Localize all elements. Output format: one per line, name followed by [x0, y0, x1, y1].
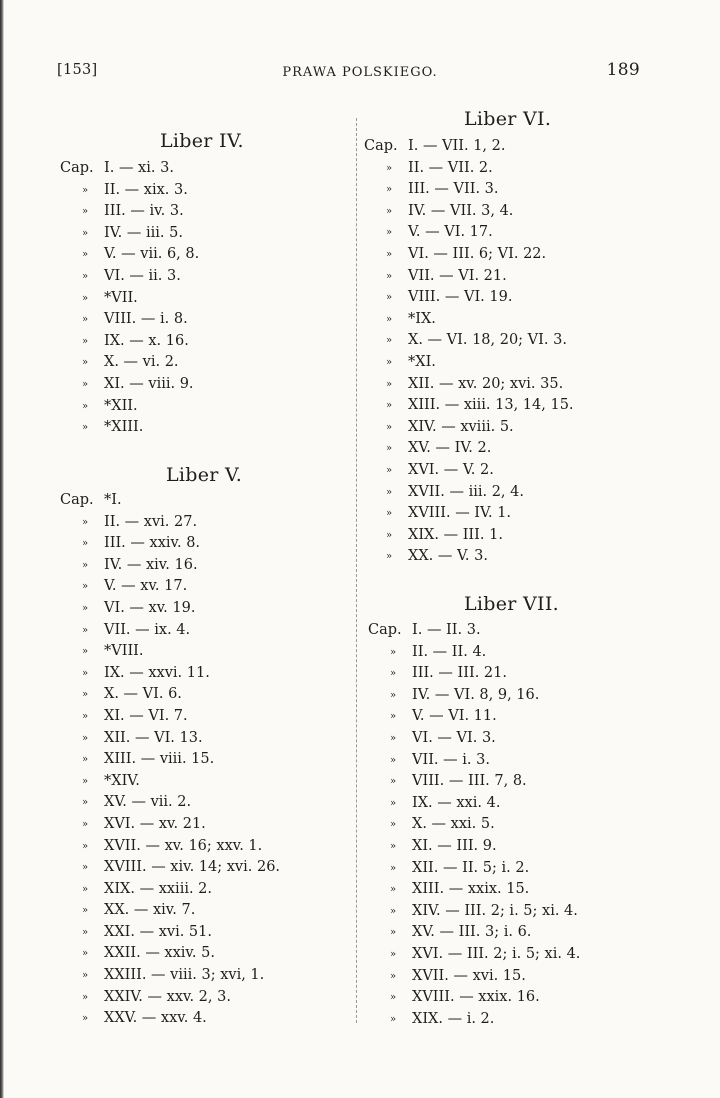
section-title: Liber V.: [166, 464, 243, 486]
chapter-marker: »: [82, 991, 89, 1003]
chapter-marker: »: [82, 422, 89, 434]
chapter-reference: V. — vii. 6, 8.: [104, 246, 200, 263]
chapter-marker: »: [82, 249, 89, 261]
chapter-reference: V. — VI. 17.: [408, 224, 493, 241]
chapter-reference: X. — VI. 18, 20; VI. 3.: [408, 332, 567, 349]
chapter-reference: X. — xxi. 5.: [412, 816, 495, 833]
chapter-marker: »: [386, 270, 393, 282]
chapter-reference: *XI.: [408, 353, 436, 370]
chapter-reference: XVIII. — xiv. 14; xvi. 26.: [104, 859, 281, 876]
chapter-reference: XII. — xv. 20; xvi. 35.: [408, 375, 564, 392]
chapter-marker: »: [82, 400, 89, 412]
chapter-reference: XVII. — xv. 16; xxv. 1.: [104, 837, 263, 854]
chapter-marker: »: [82, 581, 89, 593]
chapter-marker: »: [390, 754, 397, 766]
chapter-reference: XIII. — xxix. 15.: [412, 881, 530, 898]
chapter-marker: »: [82, 538, 89, 550]
chapter-reference: VII. — ix. 4.: [104, 621, 191, 638]
chapter-marker: »: [386, 248, 393, 260]
chapter-reference: XXI. — xvi. 51.: [104, 923, 212, 940]
page-number: 189: [606, 60, 640, 80]
chapter-marker: »: [82, 970, 89, 982]
chapter-marker: »: [82, 378, 89, 390]
chapter-reference: V. — VI. 11.: [412, 708, 497, 725]
chapter-reference: XIV. — III. 2; i. 5; xi. 4.: [412, 902, 578, 919]
chapter-marker: »: [82, 689, 89, 701]
chapter-reference: XXII. — xxiv. 5.: [104, 945, 215, 962]
chapter-reference: III. — iv. 3.: [104, 203, 184, 220]
chapter-reference: XVII. — xvi. 15.: [412, 967, 526, 984]
chapter-marker: »: [82, 797, 89, 809]
chapter-marker: »: [82, 1013, 89, 1025]
chapter-reference: XI. — viii. 9.: [104, 375, 194, 392]
chapter-reference: XIX. — i. 2.: [412, 1010, 495, 1027]
chapter-reference: IV. — iii. 5.: [104, 224, 183, 241]
chapter-marker: »: [82, 840, 89, 852]
chapter-reference: XVIII. — xxix. 16.: [412, 989, 540, 1006]
chapter-marker: »: [82, 206, 89, 218]
chapter-marker: Cap.: [364, 138, 398, 154]
chapter-marker: »: [390, 992, 397, 1004]
chapter-marker: »: [82, 948, 89, 960]
chapter-reference: XV. — vii. 2.: [104, 794, 192, 811]
chapter-marker: »: [390, 970, 397, 982]
chapter-marker: »: [386, 551, 393, 563]
chapter-marker: »: [82, 227, 89, 239]
chapter-reference: XII. — II. 5; i. 2.: [412, 859, 530, 876]
chapter-marker: »: [390, 711, 397, 723]
chapter-marker: »: [390, 776, 397, 788]
chapter-marker: »: [82, 184, 89, 196]
chapter-reference: II. — xvi. 27.: [104, 513, 198, 530]
chapter-reference: XV. — III. 3; i. 6.: [412, 924, 532, 941]
chapter-marker: »: [82, 602, 89, 614]
chapter-reference: I. — VII. 1, 2.: [408, 138, 506, 154]
column-divider: [356, 118, 357, 1023]
chapter-marker: »: [82, 646, 89, 658]
chapter-reference: XIX. — xxiii. 2.: [104, 880, 213, 897]
chapter-reference: III. — III. 21.: [412, 665, 507, 682]
section-title: Liber IV.: [160, 130, 244, 152]
chapter-marker: »: [390, 905, 397, 917]
chapter-reference: II. — VII. 2.: [408, 159, 493, 176]
chapter-marker: »: [82, 357, 89, 369]
chapter-reference: XVI. — xv. 21.: [104, 815, 206, 832]
chapter-marker: »: [82, 667, 89, 679]
chapter-reference: XVI. — III. 2; i. 5; xi. 4.: [412, 945, 581, 962]
chapter-reference: III. — VII. 3.: [408, 181, 499, 198]
chapter-reference: II. — xix. 3.: [104, 181, 188, 198]
page-edge-shadow: [0, 0, 4, 1098]
chapter-reference: *XII.: [104, 397, 138, 414]
chapter-marker: »: [82, 314, 89, 326]
chapter-reference: XVIII. — IV. 1.: [408, 505, 512, 522]
chapter-reference: IV. — xiv. 16.: [104, 556, 198, 573]
chapter-marker: Cap.: [60, 160, 94, 176]
chapter-reference: XI. — III. 9.: [412, 837, 497, 854]
chapter-reference: IX. — x. 16.: [104, 332, 189, 349]
chapter-marker: »: [386, 335, 393, 347]
chapter-reference: XIII. — viii. 15.: [104, 751, 215, 768]
chapter-marker: »: [82, 292, 89, 304]
chapter-marker: »: [386, 508, 393, 520]
chapter-marker: »: [390, 732, 397, 744]
chapter-marker: »: [390, 862, 397, 874]
chapter-marker: »: [82, 754, 89, 766]
chapter-marker: »: [386, 313, 393, 325]
chapter-reference: II. — II. 4.: [412, 643, 487, 660]
chapter-reference: IX. — xxvi. 11.: [104, 664, 210, 681]
chapter-reference: III. — xxiv. 8.: [104, 535, 201, 552]
chapter-marker: »: [390, 819, 397, 831]
chapter-marker: »: [390, 948, 397, 960]
chapter-reference: *VII.: [104, 289, 138, 306]
chapter-marker: »: [390, 927, 397, 939]
chapter-marker: »: [82, 775, 89, 787]
chapter-marker: »: [82, 624, 89, 636]
chapter-reference: VIII. — VI. 19.: [408, 289, 513, 306]
chapter-marker: »: [82, 818, 89, 830]
chapter-reference: XIII. — xiii. 13, 14, 15.: [408, 397, 574, 414]
chapter-marker: »: [82, 905, 89, 917]
chapter-marker: »: [82, 516, 89, 528]
chapter-marker: »: [386, 443, 393, 455]
chapter-marker: »: [386, 356, 393, 368]
chapter-marker: »: [390, 840, 397, 852]
chapter-marker: »: [386, 464, 393, 476]
chapter-marker: »: [390, 1013, 397, 1025]
chapter-reference: VIII. — i. 8.: [104, 311, 188, 328]
chapter-reference: I. — II. 3.: [412, 622, 481, 638]
chapter-marker: »: [386, 227, 393, 239]
chapter-reference: XXIV. — xxv. 2, 3.: [104, 988, 231, 1005]
chapter-reference: I. — xi. 3.: [104, 160, 174, 176]
chapter-reference: IV. — VII. 3, 4.: [408, 202, 514, 219]
chapter-marker: »: [82, 710, 89, 722]
chapter-reference: V. — xv. 17.: [104, 578, 188, 595]
chapter-reference: *XIII.: [104, 419, 144, 436]
chapter-marker: »: [386, 378, 393, 390]
chapter-reference: VI. — III. 6; VI. 22.: [408, 245, 547, 262]
chapter-marker: »: [82, 883, 89, 895]
chapter-marker: »: [390, 689, 397, 701]
chapter-marker: »: [386, 421, 393, 433]
chapter-reference: *IX.: [408, 310, 436, 327]
chapter-reference: XX. — V. 3.: [408, 548, 488, 565]
chapter-marker: »: [82, 926, 89, 938]
chapter-reference: VI. — ii. 3.: [104, 267, 181, 284]
chapter-reference: XXV. — xxv. 4.: [104, 1010, 207, 1027]
chapter-reference: XVI. — V. 2.: [408, 461, 494, 478]
chapter-marker: »: [82, 862, 89, 874]
chapter-marker: »: [386, 205, 393, 217]
chapter-marker: »: [390, 646, 397, 658]
chapter-reference: XII. — VI. 13.: [104, 729, 203, 746]
chapter-reference: VII. — i. 3.: [412, 751, 490, 768]
chapter-reference: X. — vi. 2.: [104, 354, 179, 371]
chapter-reference: IX. — xxi. 4.: [412, 794, 501, 811]
chapter-reference: XX. — xiv. 7.: [104, 902, 196, 919]
chapter-reference: IV. — VI. 8, 9, 16.: [412, 686, 540, 703]
chapter-marker: »: [386, 184, 393, 196]
chapter-marker: »: [390, 884, 397, 896]
chapter-marker: »: [390, 797, 397, 809]
chapter-reference: VIII. — III. 7, 8.: [412, 773, 527, 790]
chapter-reference: XVII. — iii. 2, 4.: [408, 483, 524, 500]
chapter-reference: XIV. — xviii. 5.: [408, 418, 514, 435]
section-title: Liber VII.: [464, 593, 559, 615]
chapter-reference: *I.: [104, 492, 122, 508]
chapter-reference: *XIV.: [104, 772, 140, 789]
chapter-marker: »: [82, 270, 89, 282]
chapter-reference: XV. — IV. 2.: [408, 440, 492, 457]
chapter-reference: XI. — VI. 7.: [104, 707, 188, 724]
chapter-marker: Cap.: [60, 492, 94, 508]
running-title: PRAWA POLSKIEGO.: [282, 65, 438, 80]
chapter-marker: »: [386, 292, 393, 304]
chapter-reference: VI. — VI. 3.: [412, 729, 496, 746]
chapter-marker: Cap.: [368, 622, 402, 638]
chapter-marker: »: [386, 400, 393, 412]
chapter-marker: »: [82, 335, 89, 347]
chapter-reference: VI. — xv. 19.: [104, 599, 196, 616]
chapter-reference: VII. — VI. 21.: [408, 267, 507, 284]
chapter-marker: »: [386, 529, 393, 541]
chapter-reference: XIX. — III. 1.: [408, 526, 503, 543]
chapter-marker: »: [82, 732, 89, 744]
section-title: Liber VI.: [464, 108, 552, 130]
chapter-marker: »: [390, 668, 397, 680]
chapter-marker: »: [82, 559, 89, 571]
page-header-left: [153]: [57, 62, 98, 78]
chapter-marker: »: [386, 162, 393, 174]
chapter-reference: *VIII.: [104, 643, 144, 660]
chapter-reference: XXIII. — viii. 3; xvi, 1.: [104, 967, 265, 984]
chapter-marker: »: [386, 486, 393, 498]
chapter-reference: X. — VI. 6.: [104, 686, 182, 703]
